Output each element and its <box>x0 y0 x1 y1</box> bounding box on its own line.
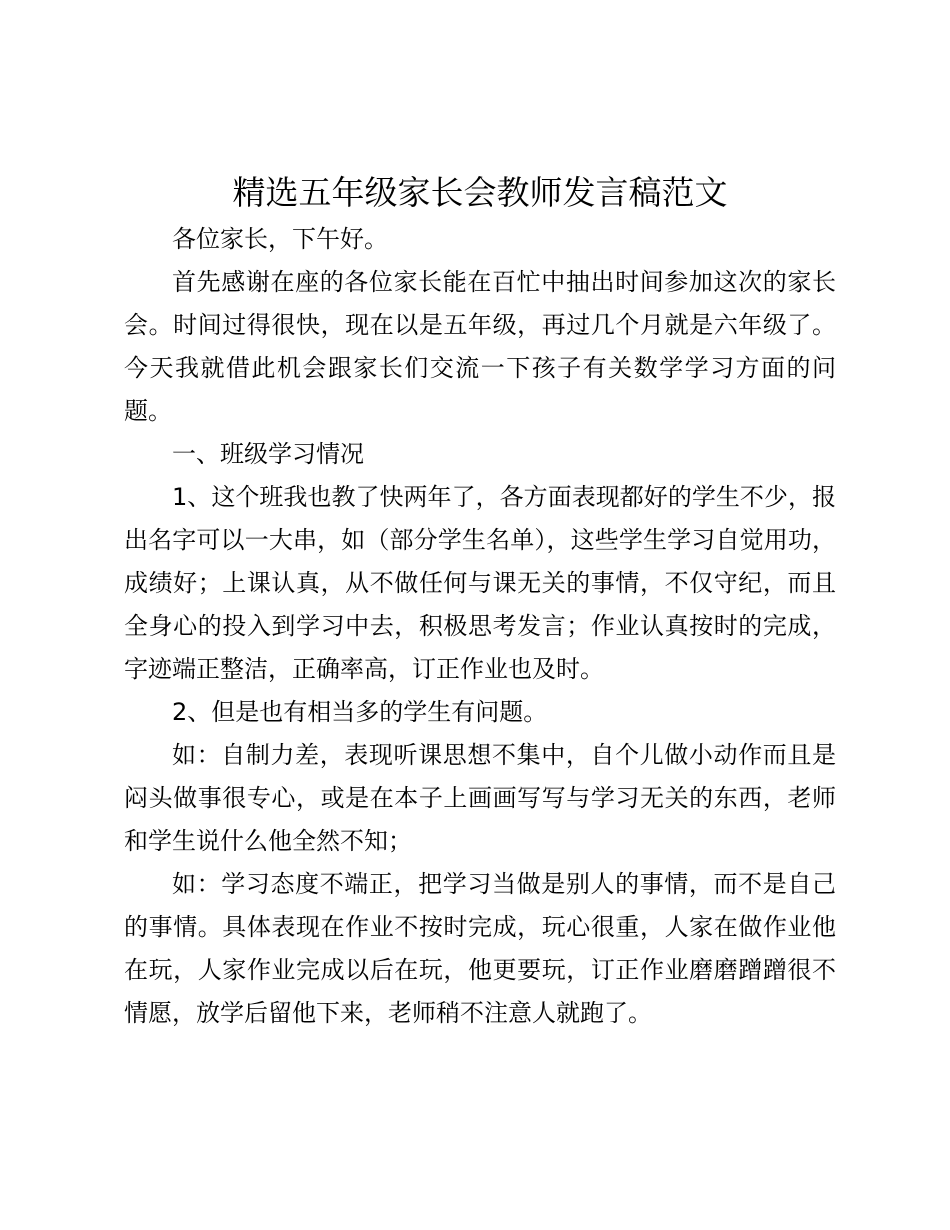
paragraph-example-self-control: 如：自制力差，表现听课思想不集中，自个儿做小动作而且是闷头做事很专心，或是在本子上画画写写与学习无关的东西，老师和学生说什么他全然不知； <box>124 741 836 855</box>
document-title: 精选五年级家长会教师发言稿范文 <box>232 173 728 212</box>
section-heading-class-study: 一、班级学习情况 <box>172 440 364 468</box>
paragraph-point-1: 1、这个班我也教了快两年了，各方面表现都好的学生不少，报出名字可以一大串，如（部分学生名单），这些学生学习自觉用功，成绩好；上课认真，从不做任何与课无关的事情，不仅守纪，而且全身心的投入到学习中去，积极思考发言；作业认真按时的完成，字迹端正整洁，正确率高，订正作业也及时。 <box>124 483 836 683</box>
paragraph-introduction: 首先感谢在座的各位家长能在百忙中抽出时间参加这次的家长会。时间过得很快，现在以是五年级，再过几个月就是六年级了。今天我就借此机会跟家长们交流一下孩子有关数学学习方面的问题。 <box>124 268 836 425</box>
paragraph-example-attitude: 如：学习态度不端正，把学习当做是别人的事情，而不是自己的事情。具体表现在作业不按时完成，玩心很重，人家在做作业他在玩，人家作业完成以后在玩，他更要玩，订正作业磨磨蹭蹭很不情愿，放学后留他下来，老师稍不注意人就跑了。 <box>124 870 836 1027</box>
paragraph-greeting: 各位家长，下午好。 <box>172 225 388 253</box>
document-body <box>124 168 836 1035</box>
paragraph-point-2: 2、但是也有相当多的学生有问题。 <box>172 698 548 726</box>
